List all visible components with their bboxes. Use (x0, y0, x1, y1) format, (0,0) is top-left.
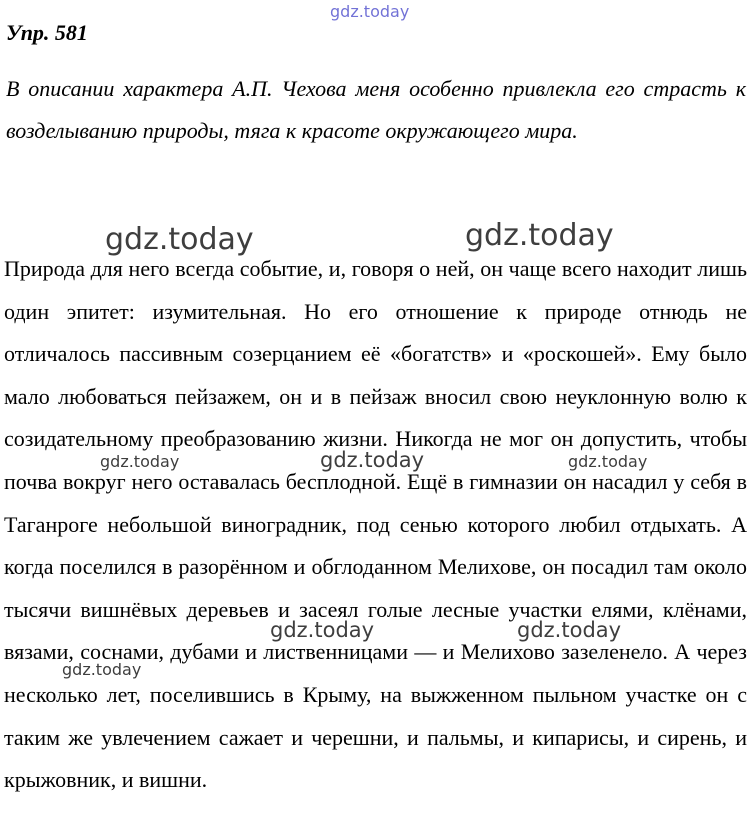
watermark-row2-center: gdz.today (270, 618, 375, 642)
watermark-big-right: gdz.today (465, 218, 614, 253)
watermark-big-left: gdz.today (105, 222, 254, 257)
watermark-row1-left: gdz.today (100, 452, 180, 471)
answer-text: Природа для него всегда событие, и, говоря о ней, он чаще всего находит лишь один эпитет: изумительная. Но его отношение к природе отнюдь не отличалось пассивным созерцанием её «богатств» и «роскошей». Ему было мало любоваться пейзажем, он и в пейзаж вносил свою неуклонную волю к созидательному преобразованию жизни. Никогда не мог он допустить, чтобы почва вокруг него оставалась бесплодной. Ещё в гимназии он насадил у себя в Таганроге небольшой виноградник, под сенью которого любил отдыхать. А когда поселился в разорённом и обглоданном Мелихове, он посадил там около тысячи вишнёвых деревьев и засеял голые лесные участки елями, клёнами, вязами, соснами, дубами и лиственницами — и Мелихово зазеленело. А через несколько лет, поселившись в Крыму, на выжженном пыльном участке он с таким же увлечением сажает и черешни, и пальмы, и кипарисы, и сирень, и крыжовник, и вишни. (4, 256, 747, 793)
watermark-row3-left: gdz.today (62, 660, 142, 679)
watermark-row2-right: gdz.today (517, 618, 622, 642)
watermark-top: gdz.today (330, 2, 410, 21)
watermark-row1-center: gdz.today (320, 448, 425, 472)
exercise-title: Упр. 581 (6, 20, 88, 45)
task-text: В описании характера А.П. Чехова меня особенно привлекла его страсть к возделыванию природы, тяга к красоте окружающего мира. (6, 76, 746, 143)
watermark-row1-right: gdz.today (568, 452, 648, 471)
